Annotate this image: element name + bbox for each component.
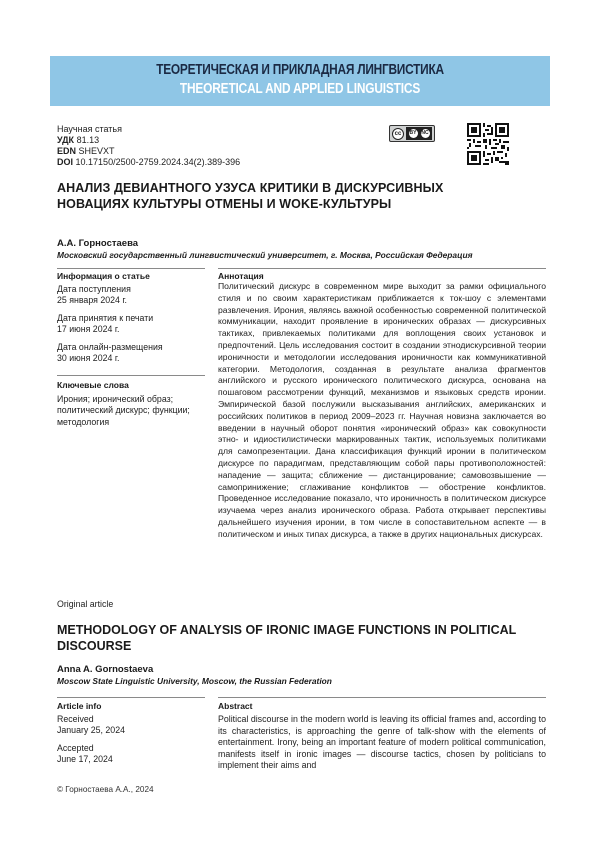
accepted-date-en: June 17, 2024	[57, 754, 113, 765]
doi-label: DOI	[57, 157, 74, 167]
accepted-label-en: Accepted	[57, 742, 94, 753]
udk-line	[57, 135, 240, 146]
received-date-ru: 25 января 2024 г.	[57, 295, 127, 306]
section-rule	[57, 268, 205, 269]
article-type-en: Original article	[57, 599, 114, 609]
accepted-date-ru: 17 июня 2024 г.	[57, 324, 120, 335]
online-date-ru: 30 июня 2024 г.	[57, 353, 120, 364]
abstract-text-en: Political discourse in the modern world is leaving its official frames and, according to its characteristics, is approaching the genre of talk-show with the elements of entertainment. Irony, being an important feature of modern political communication, manifests itself in ironic images — discourse tactics, chosen by politicians to implement their aims and	[218, 714, 546, 770]
keywords-ru: Ирония; иронический образ; политический дискурс; функции; методология	[57, 394, 190, 427]
copyright-notice: © Горностаева А.А., 2024	[57, 785, 154, 794]
section-rule	[218, 268, 546, 269]
abstract-text-ru: Политический дискурс в современном мире выходит за рамки официального стиля и по своим характеристикам приближается к ток-шоу с элементами развлечения. Ирония, являясь важной особенностью современной политической коммуникации, находит проявление в иронических образах — дискурсивных тактиках, привлекаемых политиками для воплощения своих установок и предпочтений. Цель исследования состоит в создании этнодискурсивной теории ироничности и методологии исследования ироничности как коммуникативной категории. Методология, созданная в результате анализа фрагментов английского и русского иронического политического дискурса, основана на пошаговом рассмотрении функций, механизмов и языковых средств иронии. Эмпирической базой послужили высказывания английских, американских и российских политиков в период 2009–2023 гг. Научная новизна заключается во введении в научный оборот понятия «иронический образ» как совокупности этно- и идиостилистически маркированных тактик, используемых политиками для самопрезентации. Дана классификация функций иронии в политическом дискурсе по парадигмам, представляющим собой пары противоположностей: нападение — защита; сближение — дистанцирование; самовозвышение — самопринижение; сглаживание конфликтов — обострение конфликтов. Проведенное исследование показало, что ироничность в политическом дискурсе изучаема через анализ иронического образа. Работа открывает перспективы дальнейшего изучения иронии, в том числе в сопоставительном аспекте — в политическом и иных типах дискурса, а также в других национальных дискурсах.	[218, 281, 546, 539]
article-title-ru: АНАЛИЗ ДЕВИАНТНОГО УЗУСА КРИТИКИ В ДИСКУРСИВНЫХ НОВАЦИЯХ КУЛЬТУРЫ ОТМЕНЫ И WOKE-КУЛЬТУРЫ	[57, 181, 444, 211]
section-rule	[57, 375, 205, 376]
doi-line	[57, 157, 240, 168]
journal-title-ru: ТЕОРЕТИЧЕСКАЯ И ПРИКЛАДНАЯ ЛИНГВИСТИКА	[156, 62, 444, 78]
qr-code-icon[interactable]	[467, 123, 509, 165]
article-info-en	[57, 714, 205, 766]
journal-title-en: THEORETICAL AND APPLIED LINGUISTICS	[179, 81, 421, 97]
received-label-en: Received	[57, 714, 94, 724]
abstract-heading-en: Abstract	[218, 701, 253, 711]
author-name-ru: А.А. Горностаева	[57, 238, 139, 249]
doi-value[interactable]: 10.17150/2500-2759.2024.34(2).389-396	[75, 157, 241, 167]
article-meta	[57, 124, 240, 168]
received-label-ru: Дата поступления	[57, 284, 131, 294]
author-affiliation-ru: Московский государственный лингвистический университет, г. Москва, Российская Федерация	[57, 250, 473, 260]
journal-banner	[50, 56, 550, 106]
article-type-ru: Научная статья	[57, 124, 122, 134]
cc-terms	[406, 127, 432, 140]
received-date-en: January 25, 2024	[57, 725, 125, 736]
accepted-label-ru: Дата принятия к печати	[57, 312, 154, 323]
cc-license-badge[interactable]	[389, 125, 435, 142]
udk-value: 81.13	[76, 135, 100, 145]
nc-icon: NC	[421, 130, 429, 136]
edn-line	[57, 146, 240, 157]
abstract-heading-ru: Аннотация	[218, 271, 264, 281]
edn-value: SHEVXT	[78, 146, 115, 156]
cc-icon: cc	[392, 128, 404, 140]
udk-label: УДК	[57, 135, 75, 145]
by-icon: BY	[409, 130, 417, 136]
edn-label: EDN	[57, 146, 77, 156]
article-info-ru	[57, 284, 205, 364]
online-label-ru: Дата онлайн-размещения	[57, 341, 163, 352]
author-name-en: Anna A. Gornostaeva	[57, 664, 154, 675]
section-rule	[218, 697, 546, 698]
article-info-heading-en: Article info	[57, 701, 102, 711]
section-rule	[57, 697, 205, 698]
article-info-heading-ru: Информация о статье	[57, 271, 150, 281]
keywords-heading-ru: Ключевые слова	[57, 380, 129, 390]
article-title-en: METHODOLOGY OF ANALYSIS OF IRONIC IMAGE FUNCTIONS IN POLITICAL DISCOURSE	[57, 623, 517, 653]
author-affiliation-en: Moscow State Linguistic University, Moscow, the Russian Federation	[57, 676, 332, 686]
